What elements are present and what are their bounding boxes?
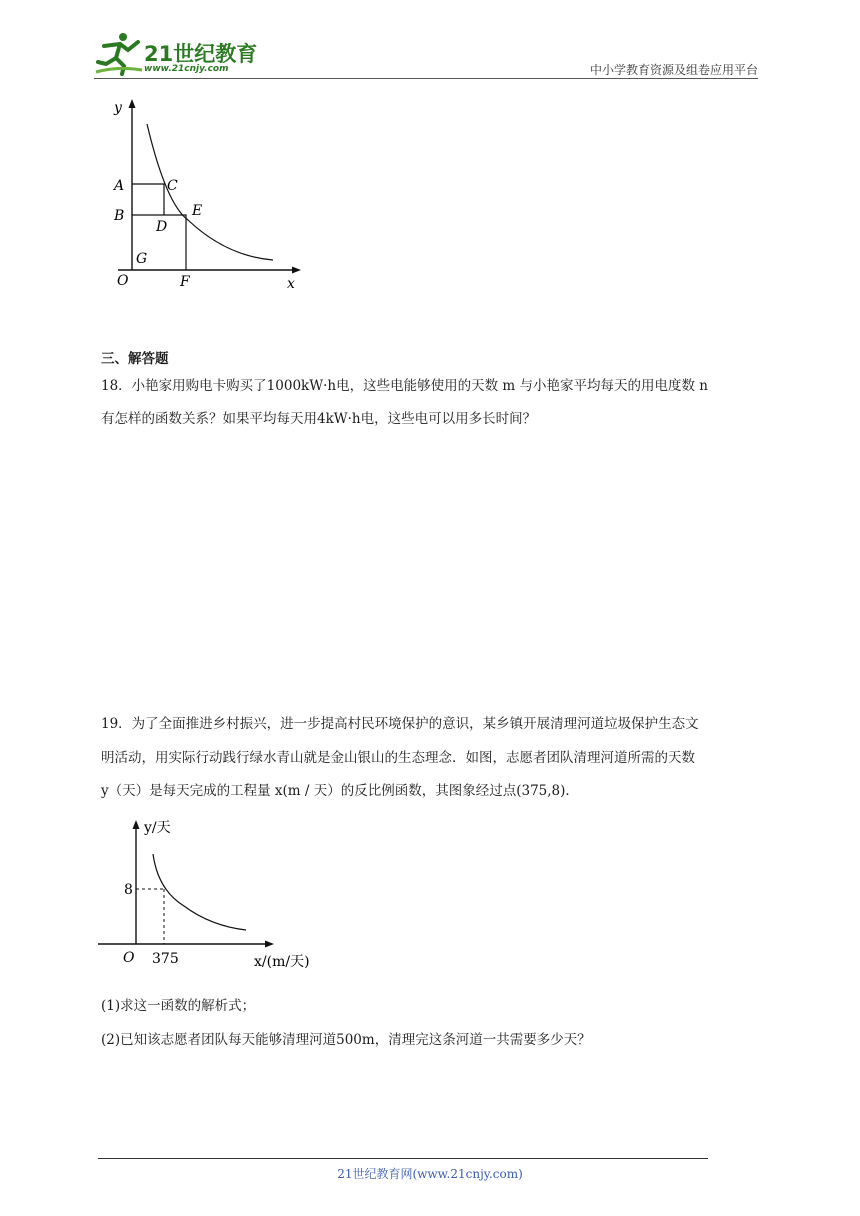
fig1-point-e: E: [192, 203, 203, 219]
logo-url-text: www.21cnjy.com: [144, 64, 229, 74]
q19-sub-2: (2)已知该志愿者团队每天能够清理河道500m，清理完这条河道一共需要多少天？: [101, 1032, 591, 1048]
fig1-point-a: A: [114, 178, 125, 194]
fig1-x-label: x: [287, 276, 295, 292]
footer-text: 21世纪教育网(www.21cnjy.com): [337, 1167, 523, 1181]
site-logo: [94, 30, 264, 76]
figure-rectangles-under-curve: [108, 96, 308, 296]
fig1-point-g: G: [136, 251, 148, 267]
footer-divider: [98, 1158, 708, 1159]
fig2-x-tick: 375: [152, 951, 179, 967]
q19-line-1: 19．为了全面推进乡村振兴，进一步提高村民环境保护的意识，某乡镇开展清理河道垃圾保护生态文: [101, 716, 699, 732]
fig2-x-label: x/(m/天): [254, 954, 310, 970]
q19-line-3: y（天）是每天完成的工程量 x(m / 天）的反比例函数，其图象经过点(375,8)．: [101, 783, 579, 799]
page-header: [94, 30, 758, 80]
fig1-point-d: D: [156, 219, 168, 235]
logo-brand-text: 21世纪教育: [144, 42, 258, 66]
q18-line-2: 有怎样的函数关系？如果平均每天用4kW·h电，这些电可以用多长时间？: [101, 411, 537, 427]
fig1-y-label: y: [114, 100, 122, 116]
platform-title: 中小学教育资源及组卷应用平台: [589, 63, 758, 77]
fig2-y-label: y/天: [144, 820, 171, 836]
q18-line-1: 18．小艳家用购电卡购买了1000kW·h电，这些电能够使用的天数 m 与小艳家平均每天的用电度数 n: [101, 378, 708, 394]
fig1-point-c: C: [167, 178, 178, 194]
q19-sub-1: (1)求这一函数的解析式；: [101, 998, 256, 1014]
q19-line-2: 明活动，用实际行动践行绿水青山就是金山银山的生态理念．如图，志愿者团队清理河道所需的天数: [101, 750, 695, 766]
fig2-origin-label: O: [123, 950, 135, 966]
fig1-origin-label: O: [117, 273, 129, 289]
fig2-y-tick: 8: [124, 882, 133, 898]
fig1-point-b: B: [114, 208, 125, 224]
runner-logo-icon: [94, 30, 144, 76]
fig1-point-f: F: [180, 274, 190, 290]
header-divider: [94, 78, 758, 79]
section-heading: 三、解答题: [101, 351, 169, 367]
figure-inverse-proportion-graph: [96, 814, 336, 974]
